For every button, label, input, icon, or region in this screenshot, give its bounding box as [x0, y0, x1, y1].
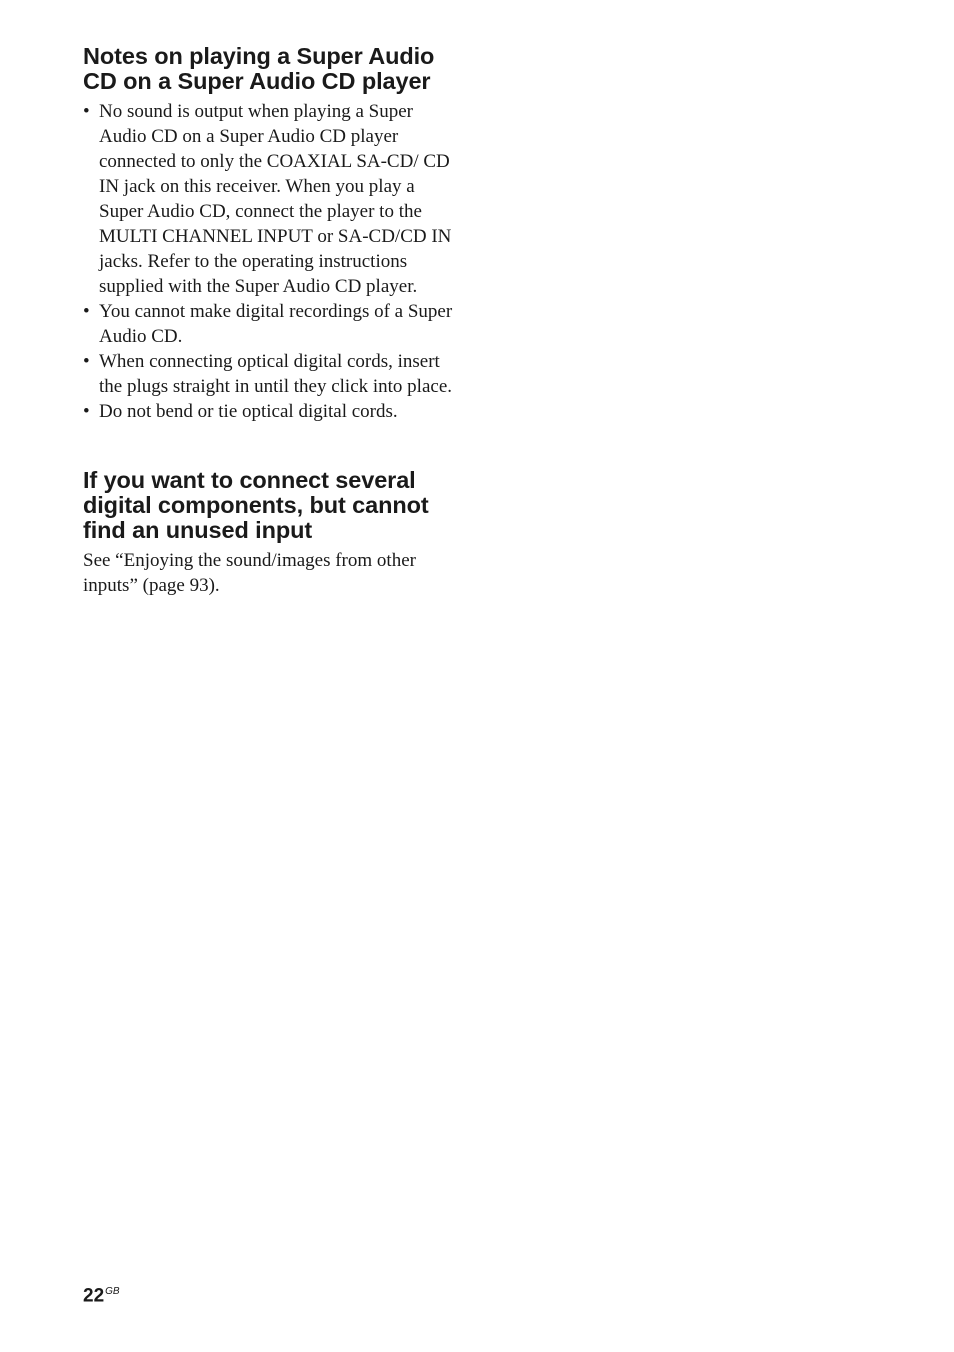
list-item [83, 99, 463, 299]
section-heading-super-audio-cd: Notes on playing a Super Audio CD on a Super Audio CD player [83, 43, 435, 94]
list-item-text: You cannot make digital recordings of a Super Audio CD. [99, 301, 453, 347]
bullet-icon: • [83, 301, 90, 322]
list-item-text: No sound is output when playing a Super Audio CD on a Super Audio CD player connected to only the COAXIAL SA-CD/ CD IN jack on this receiver. When you play a Super Audio CD, connect the player to the MULTI CHANNEL INPUT or SA-CD/CD IN jacks. Refer to the operating instructions supplied with the Super Audio CD player. [99, 101, 452, 297]
page-number [83, 1281, 120, 1307]
cross-reference-text: See “Enjoying the sound/images from other inputs” (page 93). [83, 550, 416, 596]
page-number-suffix: GB [105, 1286, 120, 1297]
page-number-value: 22 [83, 1285, 105, 1307]
list-item [83, 349, 463, 399]
list-item [83, 399, 463, 424]
section-heading-several-digital-components: If you want to connect several digital components, but cannot find an unused input [83, 467, 429, 543]
notes-list [83, 99, 463, 424]
list-item-text: When connecting optical digital cords, insert the plugs straight in until they click into place. [99, 351, 453, 397]
bullet-icon: • [83, 351, 90, 372]
content-column [83, 44, 463, 598]
bullet-icon: • [83, 101, 90, 122]
list-item [83, 299, 463, 349]
bullet-icon: • [83, 401, 90, 422]
list-item-text: Do not bend or tie optical digital cords. [99, 401, 398, 422]
